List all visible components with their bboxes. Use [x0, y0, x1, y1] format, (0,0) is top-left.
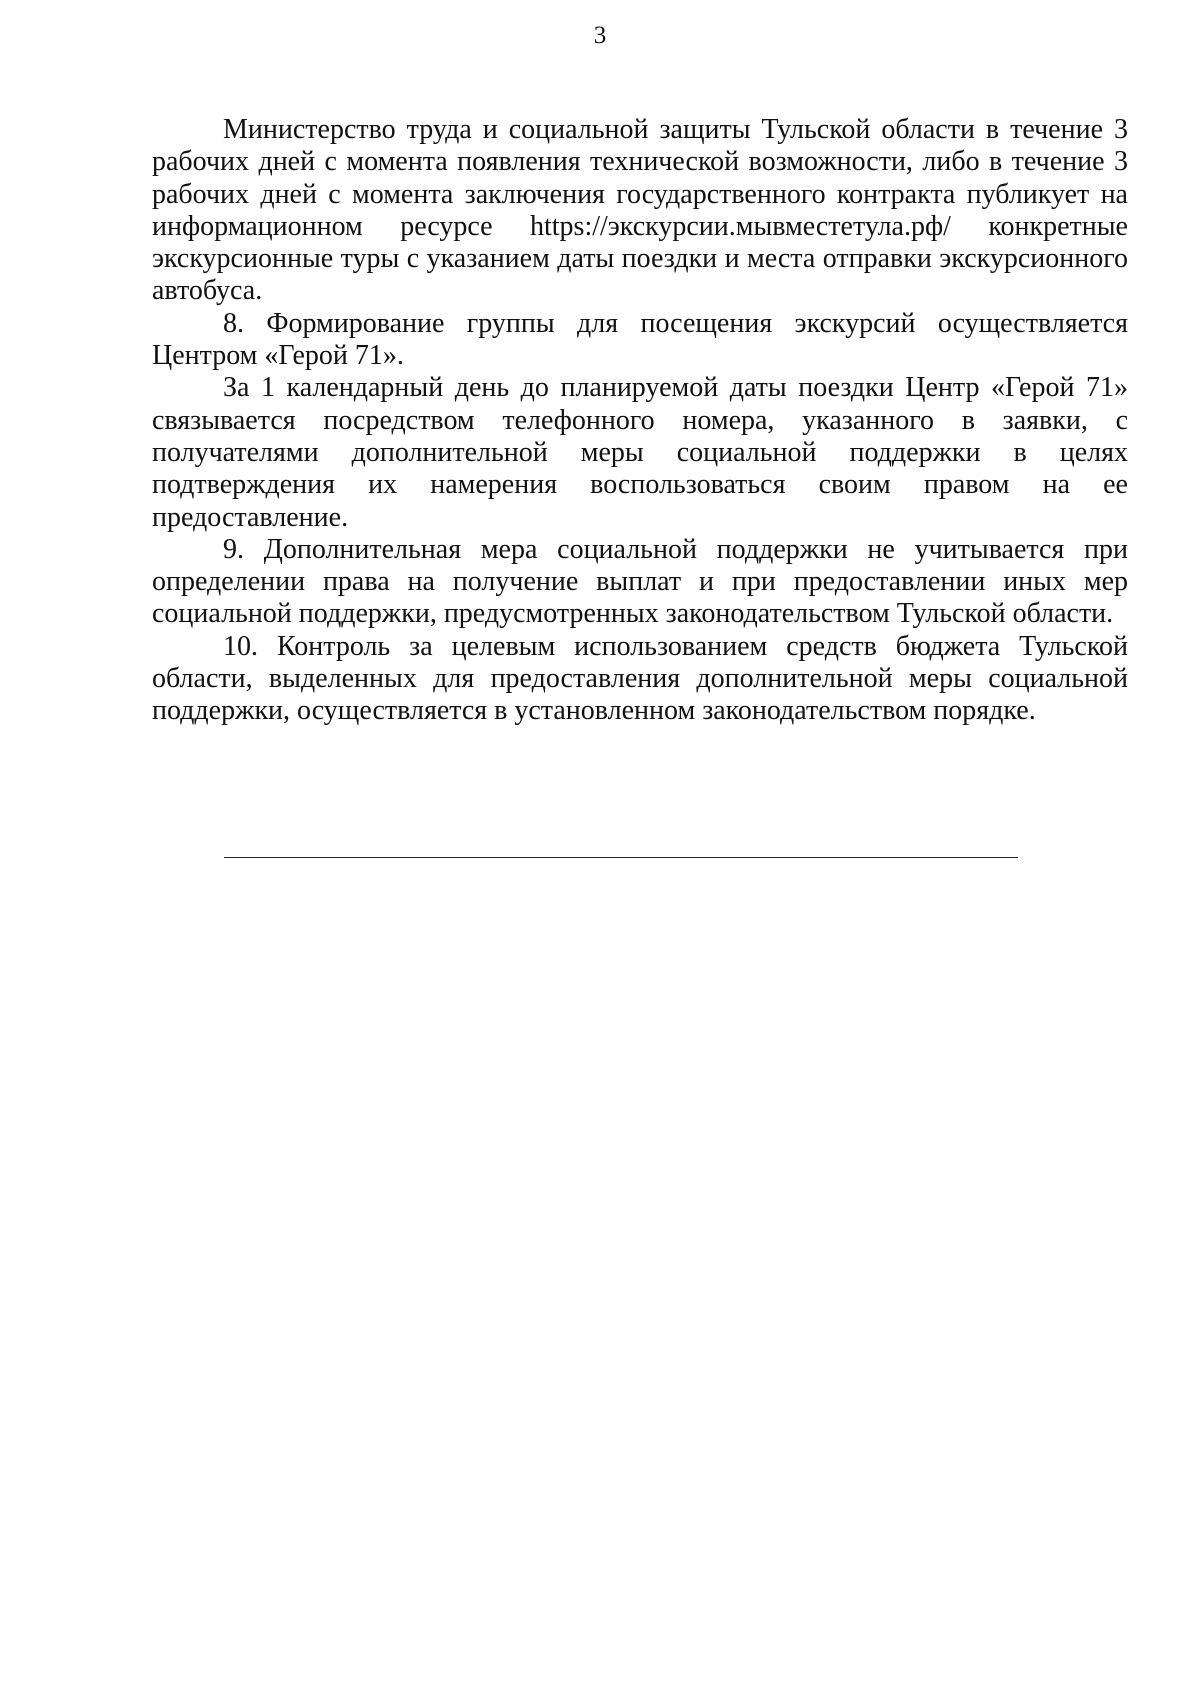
paragraph-8-group-formation: 8. Формирование группы для посещения экскурсий осуществляется Центром «Герой 71».	[152, 307, 1128, 372]
paragraph-publication-notice: Министерство труда и социальной защиты Тульской области в течение 3 рабочих дней с момента появления технической возможности, либо в течение 3 рабочих дней с момента заключения государственного контракта публикует на информационном ресурсе https://экскурсии.мывместетула.рф/ конкретные экскурсионные туры с указанием даты поездки и места отправки экскурсионного автобуса.	[152, 114, 1128, 307]
end-of-document-divider	[224, 857, 1018, 858]
page-number: 3	[593, 22, 607, 49]
paragraph-phone-confirmation: За 1 календарный день до планируемой даты поездки Центр «Герой 71» связывается посредством телефонного номера, указанного в заявки, с получателями дополнительной меры социальной поддержки в целях подтверждения их намерения воспользоваться своим правом на ее предоставление.	[152, 372, 1128, 533]
paragraph-9-support-measure: 9. Дополнительная мера социальной поддержки не учитывается при определении права на получение выплат и при предоставлении иных мер социальной поддержки, предусмотренных законодательством Тульской области.	[152, 533, 1128, 630]
document-body	[152, 114, 1128, 728]
paragraph-10-budget-control: 10. Контроль за целевым использованием средств бюджета Тульской области, выделенных для предоставления дополнительной меры социальной поддержки, осуществляется в установленном законодательством порядке.	[152, 630, 1128, 727]
